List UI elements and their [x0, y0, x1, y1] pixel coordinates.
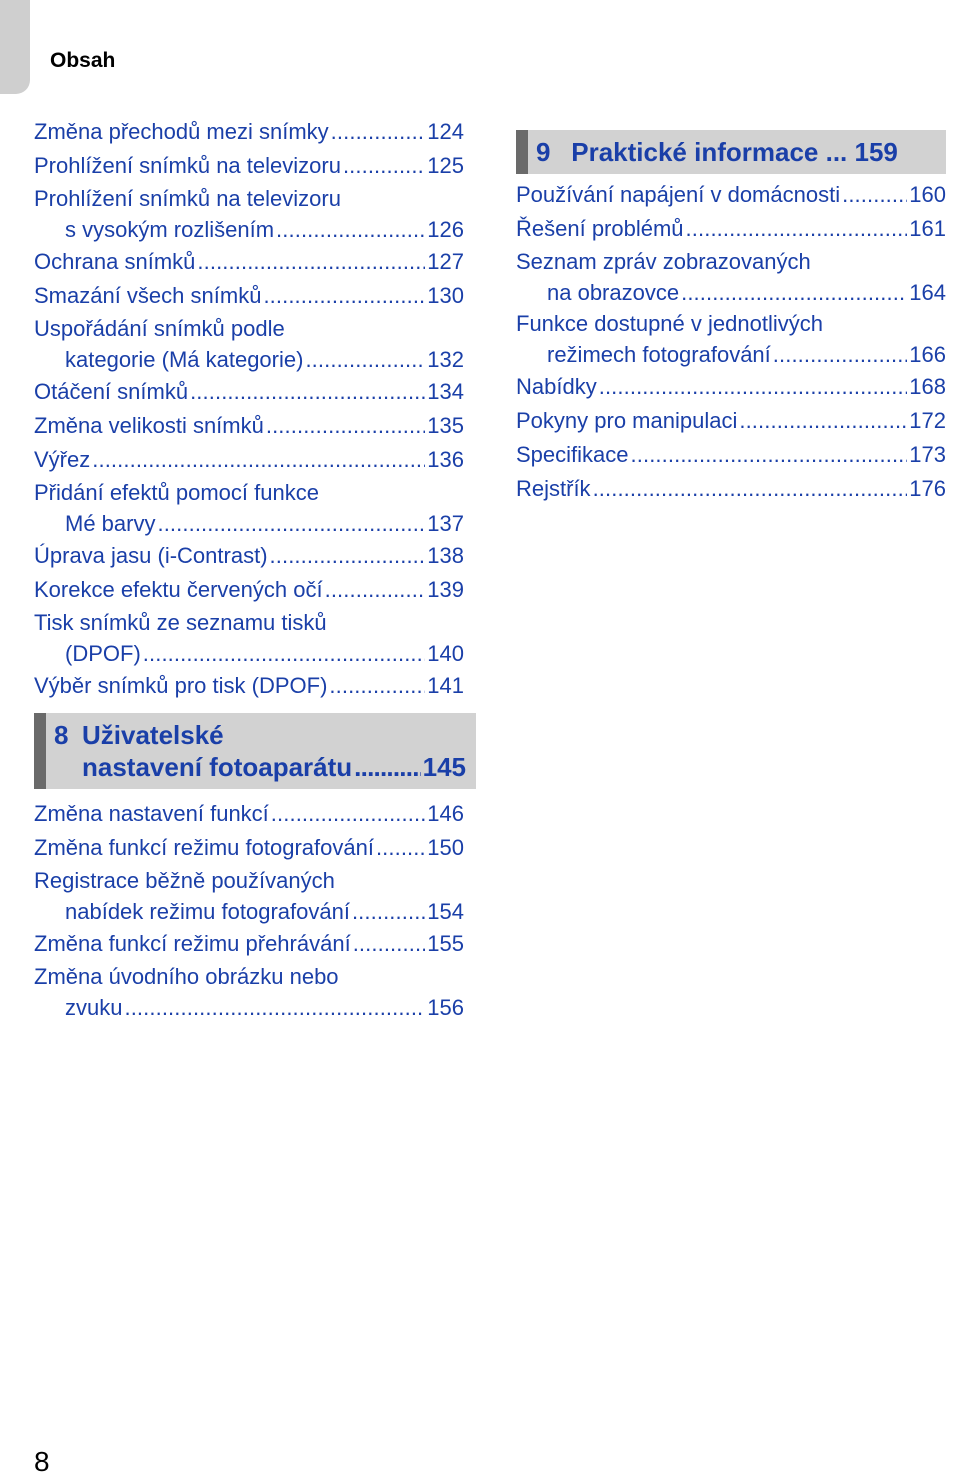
toc-entry-title: Přidání efektů pomocí funkce: [34, 480, 319, 505]
leader-dots: [143, 638, 426, 669]
toc-entry-title: Ochrana snímků: [34, 249, 196, 274]
toc-entry-title: Mé barvy: [65, 511, 156, 536]
chapter-page: 159: [854, 137, 898, 167]
leader-dots: [271, 797, 425, 831]
toc-entry-page: 125: [427, 153, 464, 178]
toc-entry[interactable]: [516, 472, 946, 506]
toc-entry-title: Řešení problémů: [516, 216, 684, 241]
toc-entry-title: Seznam zpráv zobrazovaných: [516, 249, 811, 274]
side-tab-marker: [0, 0, 30, 94]
toc-entry-page: 136: [427, 447, 464, 472]
toc-entry-title: kategorie (Má kategorie): [65, 347, 304, 372]
toc-entry-page: 134: [427, 379, 464, 404]
toc-entry-page: 132: [427, 347, 464, 372]
toc-entry[interactable]: [34, 865, 464, 927]
toc-entry[interactable]: [34, 477, 464, 539]
leader-dots: [197, 245, 425, 279]
toc-entry-title: Specifikace: [516, 442, 629, 467]
toc-list-left: [34, 115, 464, 703]
toc-entry[interactable]: [34, 573, 464, 607]
chapter-8-heading[interactable]: [34, 713, 476, 789]
toc-entry-title: Výběr snímků pro tisk (DPOF): [34, 673, 328, 698]
toc-entry[interactable]: [516, 246, 946, 308]
leader-dots: [681, 277, 907, 308]
toc-entry-title: s vysokým rozlišením: [65, 217, 275, 242]
toc-entry-title: Nabídky: [516, 374, 597, 399]
toc-entry[interactable]: [34, 183, 464, 245]
toc-list-chapter-9: [516, 178, 946, 506]
leader-dots: [92, 443, 425, 477]
chapter-9-heading[interactable]: [516, 130, 946, 174]
leader-dots: [190, 375, 425, 409]
toc-entry-page: 130: [427, 283, 464, 308]
toc-entry-title: zvuku: [65, 995, 123, 1020]
leader-dots: [739, 404, 907, 438]
toc-entry-page: 166: [909, 342, 946, 367]
leader-dots: [353, 927, 426, 961]
toc-right-column: [516, 130, 946, 506]
toc-entry-title: režimech fotografování: [547, 342, 771, 367]
toc-entry-page: 127: [427, 249, 464, 274]
leader-dots: [329, 669, 425, 703]
toc-entry-page: 164: [909, 280, 946, 305]
toc-entry[interactable]: [34, 245, 464, 279]
toc-entry[interactable]: [516, 178, 946, 212]
toc-entry[interactable]: [34, 927, 464, 961]
toc-entry-title: Registrace běžně používaných: [34, 868, 335, 893]
toc-entry-title: Používání napájení v domácnosti: [516, 182, 841, 207]
leader-dots: ...: [825, 137, 848, 167]
leader-dots: [266, 409, 425, 443]
toc-entry-title: Otáčení snímků: [34, 379, 189, 404]
toc-left-column: [34, 115, 464, 1023]
toc-entry-page: 155: [427, 931, 464, 956]
chapter-number: 8: [54, 720, 69, 750]
toc-entry-title: Smazání všech snímků: [34, 283, 262, 308]
leader-dots: [376, 831, 425, 865]
toc-entry[interactable]: [34, 607, 464, 669]
toc-entry-title: Prohlížení snímků na televizoru: [34, 186, 341, 211]
toc-entry-page: 173: [909, 442, 946, 467]
toc-entry-page: 140: [427, 641, 464, 666]
toc-entry[interactable]: [34, 149, 464, 183]
page-number: 8: [34, 1446, 50, 1477]
toc-entry-title: (DPOF): [65, 641, 141, 666]
leader-dots: [354, 751, 420, 783]
toc-entry-title: Změna úvodního obrázku nebo: [34, 964, 339, 989]
leader-dots: [325, 573, 426, 607]
toc-entry-title: Funkce dostupné v jednotlivých: [516, 311, 823, 336]
toc-entry[interactable]: [516, 404, 946, 438]
chapter-page: 145: [422, 752, 466, 782]
toc-entry[interactable]: [516, 308, 946, 370]
toc-entry-page: 150: [427, 835, 464, 860]
toc-entry-page: 160: [909, 182, 946, 207]
toc-entry[interactable]: [34, 669, 464, 703]
chapter-title-line1: Uživatelské: [82, 720, 224, 750]
leader-dots: [593, 472, 908, 506]
toc-entry[interactable]: [34, 375, 464, 409]
toc-entry-title: Korekce efektu červených očí: [34, 577, 323, 602]
leader-dots: [686, 212, 908, 246]
toc-entry[interactable]: [34, 961, 464, 1023]
chapter-title: Praktické informace: [571, 137, 819, 167]
leader-dots: [842, 178, 907, 212]
toc-entry[interactable]: [34, 313, 464, 375]
toc-entry[interactable]: [34, 409, 464, 443]
chapter-title-line2: nastavení fotoaparátu: [82, 752, 353, 782]
toc-entry-page: 176: [909, 476, 946, 501]
toc-entry[interactable]: [34, 797, 464, 831]
toc-entry[interactable]: [34, 279, 464, 313]
toc-entry-page: 124: [427, 119, 464, 144]
leader-dots: [276, 214, 425, 245]
leader-dots: [305, 344, 425, 375]
leader-dots: [157, 508, 425, 539]
leader-dots: [263, 279, 425, 313]
toc-entry-title: Změna funkcí režimu přehrávání: [34, 931, 351, 956]
toc-entry-title: nabídek režimu fotografování: [65, 899, 350, 924]
leader-dots: [773, 339, 908, 370]
toc-entry-page: 135: [427, 413, 464, 438]
toc-entry-page: 172: [909, 408, 946, 433]
toc-entry-page: 154: [427, 899, 464, 924]
toc-entry-page: 138: [427, 543, 464, 568]
toc-entry-page: 141: [427, 673, 464, 698]
toc-entry-title: na obrazovce: [547, 280, 680, 305]
toc-entry-title: Změna funkcí režimu fotografování: [34, 835, 374, 860]
page-title: Obsah: [50, 49, 116, 72]
toc-entry-title: Změna velikosti snímků: [34, 413, 264, 438]
toc-entry-page: 156: [427, 995, 464, 1020]
toc-entry[interactable]: [516, 370, 946, 404]
leader-dots: [270, 539, 426, 573]
leader-dots: [352, 896, 425, 927]
leader-dots: [343, 149, 425, 183]
toc-entry-page: 126: [427, 217, 464, 242]
toc-list-chapter-8: [34, 797, 464, 1023]
toc-entry[interactable]: [34, 539, 464, 573]
toc-entry[interactable]: [34, 831, 464, 865]
chapter-number: 9: [536, 137, 551, 167]
toc-entry-page: 139: [427, 577, 464, 602]
leader-dots: [599, 370, 908, 404]
toc-entry-title: Úprava jasu (i-Contrast): [34, 543, 268, 568]
leader-dots: [124, 992, 425, 1023]
toc-entry-page: 137: [427, 511, 464, 536]
toc-entry-title: Rejstřík: [516, 476, 591, 501]
toc-entry[interactable]: [34, 443, 464, 477]
toc-entry-title: Tisk snímků ze seznamu tisků: [34, 610, 327, 635]
toc-entry-page: 161: [909, 216, 946, 241]
toc-entry-title: Výřez: [34, 447, 91, 472]
leader-dots: [331, 115, 426, 149]
toc-entry-page: 146: [427, 801, 464, 826]
toc-entry[interactable]: [516, 438, 946, 472]
toc-entry-page: 168: [909, 374, 946, 399]
toc-entry-title: Pokyny pro manipulaci: [516, 408, 738, 433]
toc-entry-title: Prohlížení snímků na televizoru: [34, 153, 341, 178]
toc-entry[interactable]: [34, 115, 464, 149]
toc-entry[interactable]: [516, 212, 946, 246]
leader-dots: [631, 438, 908, 472]
toc-entry-title: Změna nastavení funkcí: [34, 801, 269, 826]
toc-entry-title: Změna přechodů mezi snímky: [34, 119, 329, 144]
toc-entry-title: Uspořádání snímků podle: [34, 316, 285, 341]
